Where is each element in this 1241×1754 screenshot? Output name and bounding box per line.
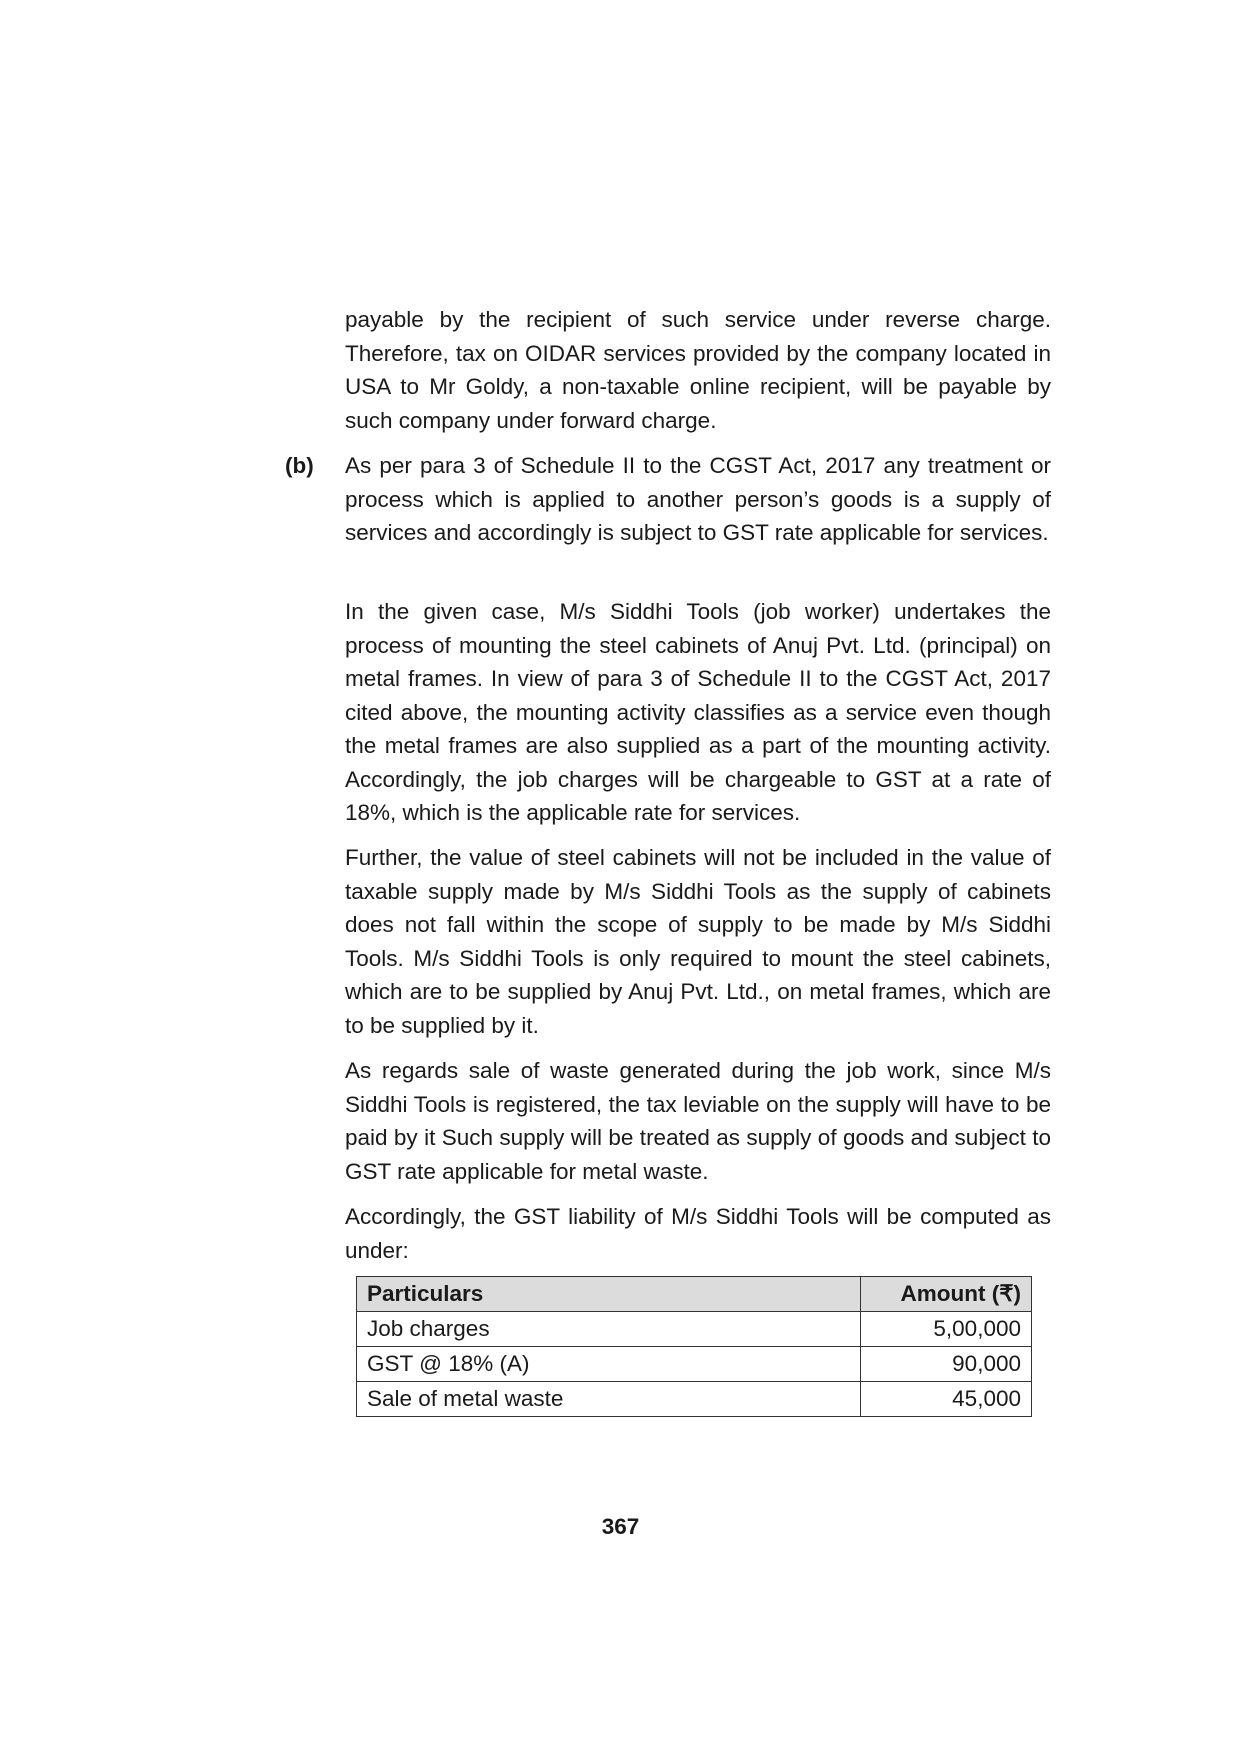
continuation-paragraph: payable by the recipient of such service under reverse charge. Therefore, tax on OIDAR services provided by the company located in USA to Mr Goldy, a non-taxable online recipient, will be payable by such company under forward charge. <box>345 307 1051 433</box>
table-header-row <box>357 1277 1032 1312</box>
section-b-paragraph-3: Further, the value of steel cabinets will not be included in the value of taxable supply made by M/s Siddhi Tools as the supply of cabinets does not fall within the scope of supply to be made by M/s Siddhi Tools. M/s Siddhi Tools is only required to mount the steel cabinets, which are to be supplied by Anuj Pvt. Ltd., on metal frames, which are to be supplied by it. <box>345 845 1051 1038</box>
amount-cell: 45,000 <box>861 1382 1032 1417</box>
amount-cell: 90,000 <box>861 1347 1032 1382</box>
gst-liability-table <box>356 1276 1032 1417</box>
particulars-cell: GST @ 18% (A) <box>357 1347 861 1382</box>
table-row <box>357 1382 1032 1417</box>
particulars-header: Particulars <box>357 1277 861 1312</box>
particulars-cell: Sale of metal waste <box>357 1382 861 1417</box>
table-row <box>357 1347 1032 1382</box>
amount-header: Amount (₹) <box>861 1277 1032 1312</box>
section-b-paragraph-4: As regards sale of waste generated during the job work, since M/s Siddhi Tools is registered, the tax leviable on the supply will have to be paid by it Such supply will be treated as supply of goods and subject to GST rate applicable for metal waste. <box>345 1058 1051 1184</box>
section-b-paragraph-2: In the given case, M/s Siddhi Tools (job worker) undertakes the process of mounting the steel cabinets of Anuj Pvt. Ltd. (principal) on metal frames. In view of para 3 of Schedule II to the CGST Act, 2017 cited above, the mounting activity classifies as a service even though the metal frames are also supplied as a part of the mounting activity. Accordingly, the job charges will be chargeable to GST at a rate of 18%, which is the applicable rate for services. <box>345 599 1051 825</box>
amount-cell: 5,00,000 <box>861 1312 1032 1347</box>
page-number: 367 <box>601 1514 640 1539</box>
particulars-cell: Job charges <box>357 1312 861 1347</box>
section-b-paragraph-1: As per para 3 of Schedule II to the CGST Act, 2017 any treatment or process which is applied to another person’s goods is a supply of services and accordingly is subject to GST rate applicable for services. <box>345 453 1051 545</box>
section-b-marker: (b) <box>285 453 314 478</box>
section-b-paragraph-5: Accordingly, the GST liability of M/s Siddhi Tools will be computed as under: <box>345 1204 1051 1263</box>
table-row <box>357 1312 1032 1347</box>
